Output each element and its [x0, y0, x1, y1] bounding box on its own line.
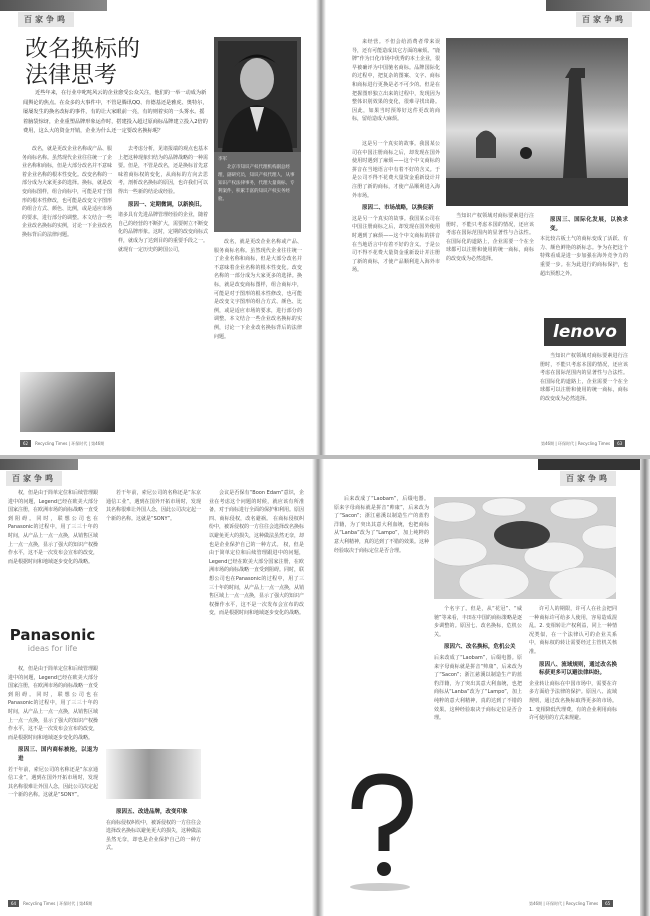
author-bio: 北京市知识产权代理机构副总经理，副研究员，知识产权代理人，从事知识产权法律事务，代理大量商标、专利案件，积累丰富的知识产权实务经验。: [218, 165, 295, 202]
section-label: 百家争鸣: [576, 12, 632, 27]
body-column: 后来改成了“Laobam”，后缀电器。原来字母商标就是拼音“帅康”，后来改为了“Sacon”；浙江慈溪以制造生产的蓝豹洋籍，为了突出其意大利血统，也把商标从“Lanba”改为了“Lampo”，加上纯粹的意大利精神，真的达到了不错的效果。这种经验取决于商标定位是否合理。: [334, 496, 429, 554]
page-62: [0, 0, 318, 455]
handshake-image: [20, 372, 115, 432]
section-heading: 原因三、国内商标被抢，以退为进: [18, 747, 98, 762]
body-column: 许可人的期限，许可人在社会把同一种商标许可给多人使用，容易造成混乱。2. 变相转让产权利益，同上一种情况类似，在一个法律认可的企业关系中，商标权的转让需要经过主管机关核准。 原因八、流域规则，通过改名换标获更多可以避法律纠纷。 企业转让商标在中国市场中，需要在许多方面给予法律的保护。原因八、流域规则，通过改名换标取得更多的市场。1. 变相降低代理费，有的企业利用商标许可使用的方式来规避。: [529, 606, 617, 722]
section-heading: 原因六、改名换标，危机公关: [444, 644, 516, 651]
page-65: [324, 459, 640, 916]
body-column: 改名，就是更改企业名称或产品、服务商标名称。虽然现代企业往往统一了企业名称和商标，但是大部分改名并不意味着企业名称的根本性变化。改变名称的一部分成为大家更多的选择。换标，就是改变商标图样，组合商标中，可能是对于图形的根本性修改，也可能是改变文字图形的组合方式、颜色、比例，或是适应市场的要求，进行部分的调整。本文结合一些企业改名换标的实例，讨论一下企业改名换标背后的法律问题。: [22, 146, 112, 238]
page-footer: [8, 900, 92, 907]
footer-text: 第46期 | 环保时代 | Recycling Times: [541, 440, 611, 446]
body-column: 原因三、国际化发展，以换求变。 本比较古板土气的商标变成了活跃、有力、颇色鲜艳的新标志。争为在把这个特殊看成是进一步加强在海外竞争力的重要一步。在为此进行的商标保护，也超出预想之外。: [540, 217, 628, 277]
page-footer: [529, 900, 613, 907]
author-caption-box: [214, 152, 301, 232]
body-column: 会议是否保有“Boon Edam”意识，企业在考虑这个问题的时候，就应该有所准备，对于商标进行全面的保护和利用。原因四、商标侵权，改名避祸。 在商标侵权纠纷中，被诉侵权的一方往往会选择改名换标以避免更大的损失，这种做法虽然无奈，却也是企业保护自己的一种方式。 权，但是由于简单定位和后续管理跟进中的问题，Legend已经在欧美大部分国家注册，在欧洲市场的商标战略一直受到阻碍。同时，联想公司也在Panasonic的过程中，用了三三十年的时间，从产品上一点一点换，从销售区域上一点一点换，显示了强大的知识产权操作水平，这不是一次发布会宣布的改变，而是根据时间和地域逐步变化的战略。: [209, 490, 304, 617]
body-column: 去考虑分析，见诸报端的观点也基本上把这种现象归结为的品牌战略的一种需要。但是，不管是改名，还是换标首先意味着商标权的变化，从商标的方向去思考，剖析改名换标的原因，也许我们可以得出一些新的结论或经验。 原因一、定期微调，以新换旧。 诸多具有先进品牌管理经验的企业，随着自己的经营的不断扩大，需要树立不断变化的品牌形象。这时，定期的改变商标式样，就成为了达到目的的重要手段之一。就现有一定历史的跨国公司，: [118, 146, 208, 253]
page-gutter: [312, 459, 324, 916]
panasonic-tagline: ideas for life: [27, 644, 78, 653]
page-number: 62: [20, 440, 31, 447]
panasonic-logo: Panasonic: [9, 626, 96, 644]
page-footer: [541, 440, 625, 447]
question-mark-image: [332, 769, 427, 894]
body-column: 当知识产权领域对商标要素进行注册时，不能只考虑本国的情况，还应该考虑在国际范围内的显著性与合法性。在国际化的道路上，企业需要一个在全球都可以注册和使用的统一商标，商标的改变成为必然选择。: [446, 213, 534, 262]
page-gutter: [316, 0, 326, 458]
section-label: 百家争鸣: [18, 12, 74, 27]
page-edge: [640, 459, 650, 916]
author-name: 李军: [218, 157, 227, 162]
body-column: 改名，就是更改企业名称或产品、服务商标名称。虽然现代企业往往统一了企业名称和商标，但是大部分改名并不意味着企业名称的根本性变化。改变名称的一部分成为大家更多的选择。换标，就是改变商标图样，组合商标中，可能是对于图形的根本性修改，也可能是改变文字图形的组合方式、颜色、比例，或是适应市场的要求，进行部分的调整。本文结合一些企业改名换标的实例，讨论一下企业改名换标背后的法律问题。: [214, 239, 302, 340]
body-column: 若干年前，索尼公司的名称还是“东京通信工业”，遇到在国外开拓市场时，发现其名称很难让外国人念，因此公司决定起一个新的名称。这就是“SONY”。: [106, 490, 201, 522]
page-footer: [20, 440, 104, 447]
page-number: 65: [602, 900, 613, 907]
footer-text: Recycling Times | 环保时代 | 第46期: [23, 900, 93, 906]
section-heading: 原因二、市场战略，以换促新: [362, 205, 434, 212]
section-label: 百家争鸣: [560, 471, 616, 486]
section-heading: 原因一、定期微调，以新换旧。: [128, 201, 206, 208]
author-photo: [214, 37, 301, 152]
panasonic-ad: [5, 627, 100, 663]
section-band: [538, 459, 640, 470]
lenovo-logo: lenovo: [544, 318, 626, 346]
chess-image: [446, 38, 628, 206]
section-band: [0, 459, 78, 470]
page-63: [326, 0, 650, 455]
article-title-line2: 法律思考: [25, 62, 117, 88]
body-column: 来经营。不但会给消费者带来误导，还有可能造成其它方面的麻烦。“鹿牌”作为日化市场中优秀的本土企业，很早被确评为中国驰名商标。品牌国际化的过程中，把复杂的图案、文字、商标和商标进行更换是必不可少的。但是在把握图形独立出来的过程中，发现因为整体识别效果的变化，很难寻找出路。因此，如果当时预筹好这件更改的商标，留给造成大麻烦。: [352, 39, 440, 123]
article-lead: 近些年来，在行业中叱咤风云的企业愈受公众关注，他们的一举一动成为新闻舆论的焦点。在众多的大事件中，不管是腾讯QQ、肯德基还是雅虎、奥特尔，屡屡发生的换名改标的事件，有的让大家眼前一亮，有的则着实的一头雾水。摇着脑袋惊讶，企业重塑品牌形象运作时，搭建投入超过原商标品牌建立投入2倍的费用，这么大的资金开销，企业为什么还一定要改名换标呢？: [23, 90, 208, 134]
section-band: [0, 0, 107, 11]
footer-text: 第46期 | 环保时代 | Recycling Times: [529, 900, 599, 906]
body-column: 原因五、改进品牌，改变印象 在商标侵权纠纷中，被诉侵权的一方往往会选择改名换标以避免更大的损失，这种做法虽然无奈，却也是企业保护自己的一种方式。: [106, 809, 201, 852]
section-heading: 原因五、改进品牌，改变印象: [116, 809, 188, 815]
body-column: 权，但是由于简单定位和后续管理跟进中的问题，Legend已经在欧美大部分国家注册，在欧洲市场的商标战略一直受到阻碍。同时，联想公司也在Panasonic的过程中，用了三三十年的时间，从产品上一点一点换，从销售区域上一点一点换，显示了强大的知识产权操作水平，这不是一次发布会宣布的改变，而是根据时间和地域逐步变化的战略。 原因三、国内商标被抢，以退为进 若干年前，索尼公司的名称还是“东京通信工业”，遇到在国外开拓市场时，发现其名称很难让外国人念，因此公司决定起一个新的名称。这就是“SONY”。: [8, 666, 98, 799]
body-column: 当知识产权领域对商标要素进行注册时，不能只考虑本国的情况，还应该考虑在国际范围内的显著性与合法性。在国际化的道路上，企业需要一个在全球都可以注册和使用的统一商标，商标的改变成为必然选择。: [540, 353, 628, 402]
page-number: 64: [8, 900, 19, 907]
section-band: [546, 0, 650, 11]
article-title-line1: 改名换标的: [25, 36, 140, 62]
page-number: 63: [614, 440, 625, 447]
page-64: [0, 459, 316, 916]
section-heading: 原因八、流域规则，通过改名换标获更多可以避法律纠纷。: [539, 661, 617, 677]
footer-text: Recycling Times | 环保时代 | 第46期: [35, 440, 105, 446]
body-column: 这是另一个真实的故事。我国某公司在中国注册商标之后，却发现在国外使用时遇到了麻烦——这个中文商标的拼音在当地语言中有着不好的含义。于是公司不得不花费大量资金重新设计并注册了新的商标，才使产品顺利进入海外市场。 原因二、市场战略，以换促新 这是另一个真实的故事。我国某公司在中国注册商标之后，却发现在国外使用时遇到了麻烦——这个中文商标的拼音在当地语言中有着不好的含义。于是公司不得不花费大量资金重新设计并注册了新的商标，才使产品顺利进入海外市场。: [352, 141, 440, 274]
section-label: 百家争鸣: [6, 471, 62, 486]
body-column: 个名字了。但是，从“花冠”、“威驰”等来看，丰田在中国的商标策略是逐步调整的。原因七、改名换标，危机公关。 原因六、改名换标，危机公关 后来改成了“Laobam”，后缀电器。原来字母商标就是拼音“帅康”，后来改为了“Sacon”；浙江慈溪以制造生产的蓝豹洋籍，为了突出其意大利血统，也把商标从“Lanba”改为了“Lampo”，加上纯粹的意大利精神，真的达到了不错的效果。这种经验取决于商标定位是否合理。: [434, 606, 522, 722]
handshake-image: [106, 749, 201, 799]
umbrellas-image: [434, 497, 616, 599]
section-heading: 原因三、国际化发展，以换求变。: [550, 217, 628, 232]
body-column: 权，但是由于简单定位和后续管理跟进中的问题，Legend已经在欧美大部分国家注册，在欧洲市场的商标战略一直受到阻碍。同时，联想公司也在Panasonic的过程中，用了三三十年的时间，从产品上一点一点换，从销售区域上一点一点换，显示了强大的知识产权操作水平，这不是一次发布会宣布的改变，而是根据时间和地域逐步变化的战略。: [8, 490, 98, 565]
